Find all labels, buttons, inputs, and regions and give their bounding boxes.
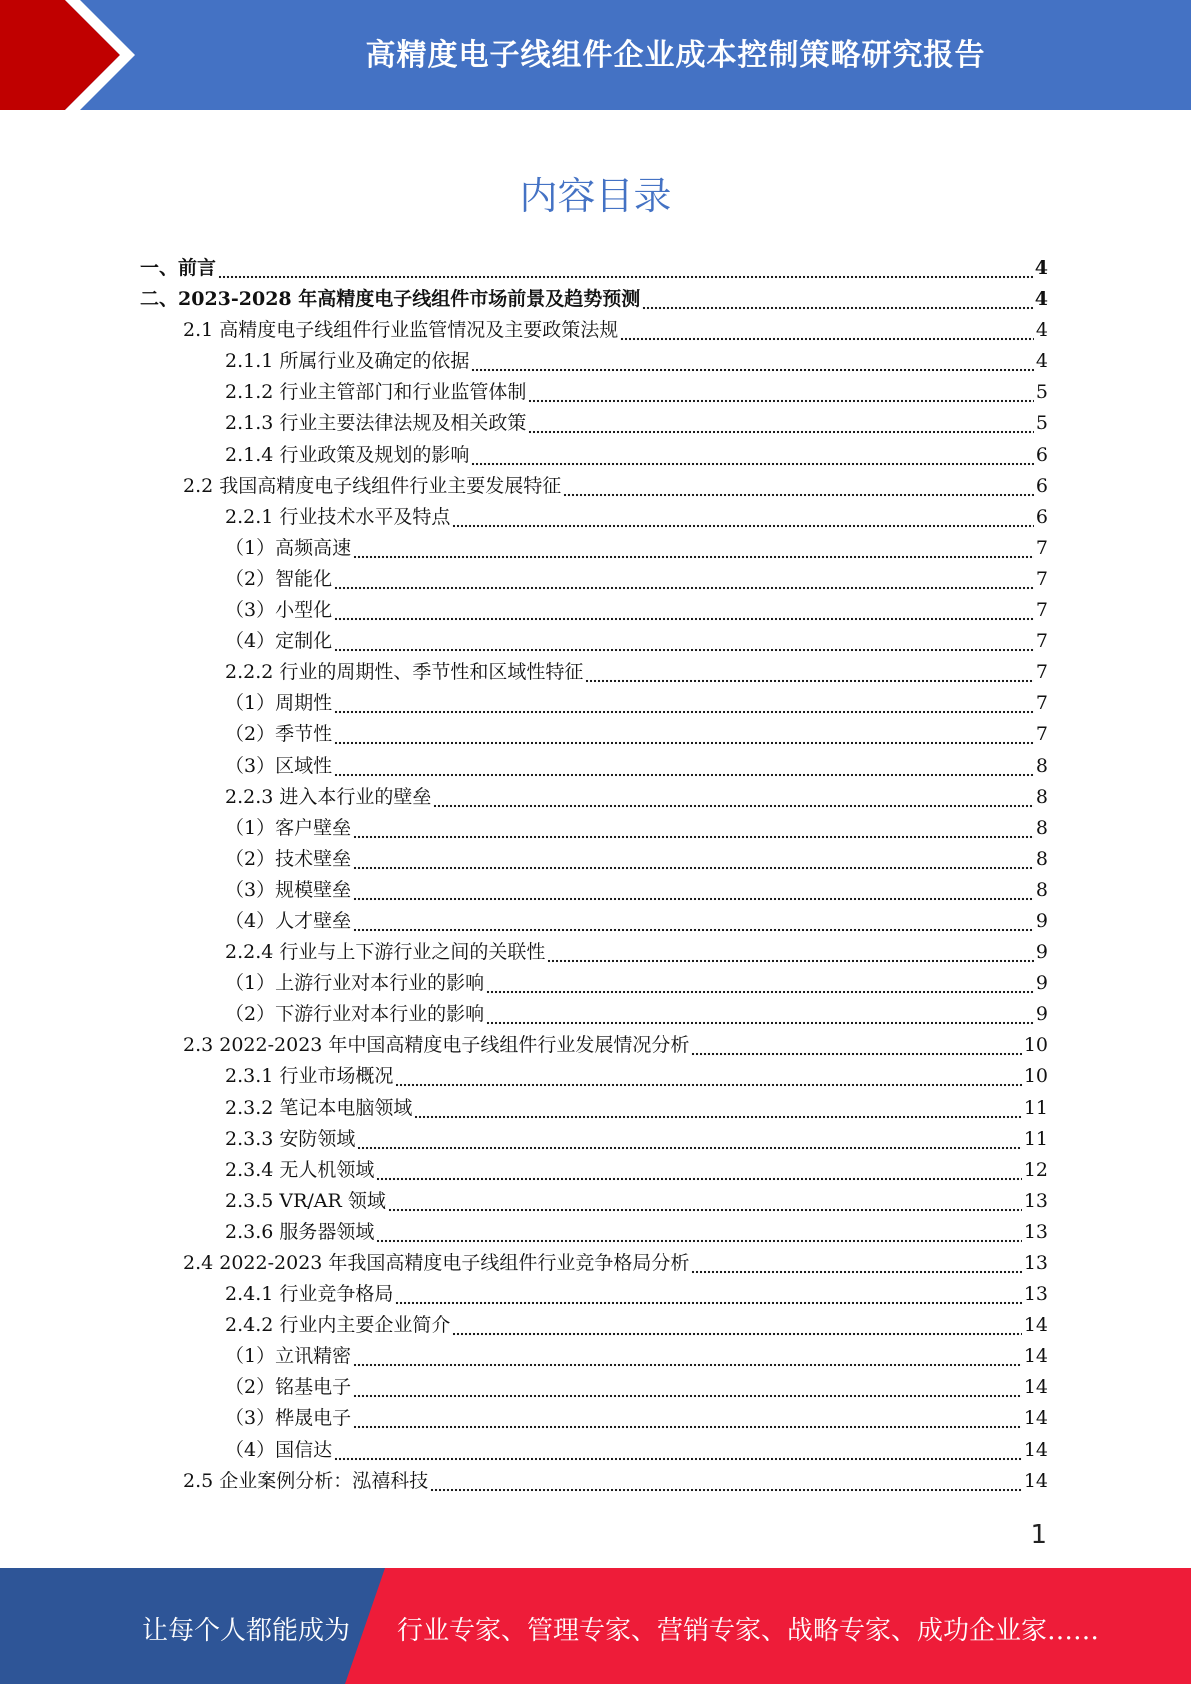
- toc-entry-label: （3）小型化: [225, 599, 333, 622]
- toc-entry[interactable]: [140, 564, 1048, 595]
- toc-entry[interactable]: [140, 408, 1048, 439]
- toc-entry-page: 8: [1035, 878, 1048, 901]
- toc-leader-dots: [414, 1093, 1021, 1124]
- toc-entry[interactable]: [140, 253, 1048, 284]
- toc-entry[interactable]: [140, 906, 1048, 937]
- toc-entry-label: 2.2.1 行业技术水平及特点: [225, 505, 451, 528]
- header-bar: [0, 0, 1191, 110]
- toc-leader-dots: [395, 1279, 1021, 1310]
- toc-entry-label: 2.1 高精度电子线组件行业监管情况及主要政策法规: [183, 319, 619, 342]
- toc-entry-page: 9: [1035, 909, 1048, 932]
- toc-entry-page: 14: [1023, 1314, 1048, 1337]
- toc-entry-page: 8: [1035, 847, 1048, 870]
- toc-leader-dots: [353, 844, 1034, 875]
- toc-entry[interactable]: [140, 1279, 1048, 1310]
- toc-entry-page: 7: [1035, 630, 1048, 653]
- toc-entry-label: 2.2.2 行业的周期性、季节性和区域性特征: [225, 661, 584, 684]
- footer-slogan-right: 行业专家、管理专家、营销专家、战略专家、成功企业家……: [397, 1616, 1100, 1646]
- toc-entry-page: 6: [1035, 505, 1048, 528]
- toc-entry-page: 14: [1023, 1438, 1048, 1461]
- toc-leader-dots: [376, 1155, 1021, 1186]
- toc-entry-page: 6: [1035, 474, 1048, 497]
- toc-heading: 内容目录: [519, 174, 672, 218]
- toc-leader-dots: [452, 502, 1034, 533]
- toc-entry[interactable]: [140, 688, 1048, 719]
- toc-entry[interactable]: [140, 440, 1048, 471]
- toc-entry-label: 2.3.5 VR/AR 领域: [225, 1189, 386, 1212]
- toc-entry-page: 7: [1035, 599, 1048, 622]
- toc-entry[interactable]: [140, 1403, 1048, 1434]
- footer-slogan-left: 让每个人都能成为: [142, 1616, 351, 1646]
- footer-banner: [0, 1568, 1191, 1684]
- toc-entry-label: （1）高频高速: [225, 536, 352, 559]
- toc-entry[interactable]: [140, 1061, 1048, 1092]
- toc-entry-label: （2）季节性: [225, 723, 333, 746]
- toc-entry-page: 4: [1035, 350, 1048, 373]
- table-of-contents: [140, 253, 1048, 1497]
- toc-leader-dots: [334, 751, 1034, 782]
- toc-entry-label: 2.3 2022-2023 年中国高精度电子线组件行业发展情况分析: [183, 1034, 690, 1057]
- toc-entry[interactable]: [140, 782, 1048, 813]
- toc-entry-label: （3）区域性: [225, 754, 333, 777]
- toc-entry-page: 14: [1023, 1345, 1048, 1368]
- toc-entry-label: 2.2.4 行业与上下游行业之间的关联性: [225, 941, 546, 964]
- toc-entry[interactable]: [140, 1372, 1048, 1403]
- toc-entry-label: 2.1.2 行业主管部门和行业监管体制: [225, 381, 527, 404]
- toc-entry-page: 4: [1034, 288, 1048, 311]
- toc-entry[interactable]: [140, 346, 1048, 377]
- toc-leader-dots: [334, 564, 1034, 595]
- toc-entry[interactable]: [140, 284, 1048, 315]
- toc-entry-page: 7: [1035, 567, 1048, 590]
- toc-entry-page: 7: [1035, 723, 1048, 746]
- toc-entry[interactable]: [140, 937, 1048, 968]
- toc-entry[interactable]: [140, 844, 1048, 875]
- toc-entry-page: 4: [1034, 257, 1048, 279]
- toc-entry[interactable]: [140, 657, 1048, 688]
- toc-leader-dots: [642, 284, 1033, 315]
- toc-entry-label: （4）定制化: [225, 630, 333, 653]
- toc-entry-page: 7: [1035, 692, 1048, 715]
- toc-leader-dots: [334, 719, 1034, 750]
- toc-entry-label: 2.2.3 进入本行业的壁垒: [225, 785, 432, 808]
- toc-entry-page: 5: [1035, 412, 1048, 435]
- toc-leader-dots: [452, 1310, 1021, 1341]
- toc-entry[interactable]: [140, 315, 1048, 346]
- toc-entry[interactable]: [140, 999, 1048, 1030]
- toc-entry[interactable]: [140, 875, 1048, 906]
- toc-entry-label: （2）智能化: [225, 567, 333, 590]
- toc-entry[interactable]: [140, 1466, 1048, 1497]
- toc-leader-dots: [353, 813, 1034, 844]
- toc-leader-dots: [353, 1403, 1022, 1434]
- toc-entry[interactable]: [140, 471, 1048, 502]
- toc-entry-label: （4）人才壁垒: [225, 909, 352, 932]
- report-title: 高精度电子线组件企业成本控制策略研究报告: [365, 38, 986, 73]
- toc-entry-label: （1）立讯精密: [225, 1345, 352, 1368]
- toc-entry-page: 14: [1023, 1469, 1048, 1492]
- toc-entry-page: 8: [1035, 816, 1048, 839]
- toc-leader-dots: [353, 1341, 1022, 1372]
- toc-entry[interactable]: [140, 968, 1048, 999]
- toc-entry-page: 9: [1035, 1003, 1048, 1026]
- toc-entry-page: 11: [1023, 1127, 1048, 1150]
- toc-entry-label: （2）铭基电子: [225, 1376, 352, 1399]
- toc-leader-dots: [353, 906, 1034, 937]
- toc-entry-label: （4）国信达: [225, 1438, 333, 1461]
- toc-entry-page: 13: [1023, 1283, 1048, 1306]
- toc-entry[interactable]: [140, 751, 1048, 782]
- toc-leader-dots: [471, 346, 1034, 377]
- toc-leader-dots: [353, 533, 1034, 564]
- toc-entry-label: 2.1.1 所属行业及确定的依据: [225, 350, 470, 373]
- toc-entry-label: 2.3.1 行业市场概况: [225, 1065, 394, 1088]
- toc-entry[interactable]: [140, 1248, 1048, 1279]
- toc-entry-page: 14: [1023, 1376, 1048, 1399]
- toc-entry-label: 2.1.3 行业主要法律法规及相关政策: [225, 412, 527, 435]
- toc-entry[interactable]: [140, 533, 1048, 564]
- toc-leader-dots: [585, 657, 1034, 688]
- toc-leader-dots: [691, 1248, 1021, 1279]
- toc-entry-label: （1）上游行业对本行业的影响: [225, 972, 485, 995]
- toc-entry-page: 8: [1035, 754, 1048, 777]
- page-number: 1: [1030, 1520, 1047, 1550]
- toc-entry-label: 2.4 2022-2023 年我国高精度电子线组件行业竞争格局分析: [183, 1252, 690, 1274]
- toc-entry[interactable]: [140, 502, 1048, 533]
- toc-leader-dots: [334, 626, 1034, 657]
- toc-leader-dots: [218, 253, 1033, 284]
- toc-leader-dots: [353, 875, 1034, 906]
- toc-entry-page: 7: [1035, 536, 1048, 559]
- toc-leader-dots: [691, 1030, 1021, 1061]
- toc-leader-dots: [334, 1435, 1022, 1466]
- toc-leader-dots: [528, 408, 1034, 439]
- toc-entry-label: 2.3.4 无人机领域: [225, 1158, 375, 1181]
- toc-entry-page: 13: [1023, 1220, 1048, 1243]
- toc-entry-label: 2.2 我国高精度电子线组件行业主要发展特征: [183, 474, 562, 497]
- toc-entry[interactable]: [140, 1124, 1048, 1155]
- toc-entry-page: 4: [1035, 319, 1048, 342]
- toc-entry-page: 12: [1023, 1158, 1048, 1181]
- toc-entry-label: 2.5 企业案例分析：泓禧科技: [183, 1469, 429, 1492]
- toc-entry[interactable]: [140, 377, 1048, 408]
- toc-entry-page: 13: [1023, 1252, 1048, 1274]
- header-arrow-icon: [0, 0, 160, 110]
- toc-entry[interactable]: [140, 813, 1048, 844]
- toc-entry-label: （3）桦晟电子: [225, 1407, 352, 1430]
- toc-leader-dots: [357, 1124, 1021, 1155]
- toc-entry-page: 9: [1035, 941, 1048, 964]
- toc-entry-page: 6: [1035, 443, 1048, 466]
- toc-entry[interactable]: [140, 626, 1048, 657]
- toc-entry-page: 14: [1023, 1407, 1048, 1430]
- toc-entry-page: 8: [1035, 785, 1048, 808]
- toc-entry[interactable]: [140, 1435, 1048, 1466]
- toc-leader-dots: [528, 377, 1034, 408]
- toc-leader-dots: [334, 688, 1034, 719]
- toc-entry-label: 二、2023-2028 年高精度电子线组件市场前景及趋势预测: [140, 288, 641, 311]
- toc-leader-dots: [395, 1061, 1021, 1092]
- toc-leader-dots: [430, 1466, 1022, 1497]
- toc-entry-label: 2.1.4 行业政策及规划的影响: [225, 443, 470, 466]
- toc-entry[interactable]: [140, 1310, 1048, 1341]
- toc-entry-label: 2.4.1 行业竞争格局: [225, 1283, 394, 1306]
- toc-entry-page: 5: [1035, 381, 1048, 404]
- toc-entry[interactable]: [140, 1093, 1048, 1124]
- toc-entry-page: 11: [1023, 1096, 1048, 1119]
- toc-entry-page: 7: [1035, 661, 1048, 684]
- toc-entry-label: 2.3.2 笔记本电脑领域: [225, 1096, 413, 1119]
- toc-entry-page: 10: [1023, 1065, 1048, 1088]
- toc-leader-dots: [388, 1186, 1022, 1217]
- toc-entry-label: （2）下游行业对本行业的影响: [225, 1003, 485, 1026]
- toc-leader-dots: [486, 968, 1034, 999]
- toc-entry-label: （2）技术壁垒: [225, 847, 352, 870]
- toc-entry-page: 13: [1023, 1189, 1048, 1212]
- toc-leader-dots: [486, 999, 1034, 1030]
- toc-entry-page: 10: [1023, 1034, 1048, 1057]
- toc-entry-label: 2.3.3 安防领域: [225, 1127, 356, 1150]
- toc-entry[interactable]: [140, 719, 1048, 750]
- toc-leader-dots: [334, 595, 1034, 626]
- toc-entry[interactable]: [140, 1341, 1048, 1372]
- toc-entry[interactable]: [140, 1030, 1048, 1061]
- toc-entry-label: 2.3.6 服务器领域: [225, 1220, 375, 1243]
- toc-entry[interactable]: [140, 1217, 1048, 1248]
- toc-leader-dots: [353, 1372, 1022, 1403]
- toc-entry-label: （1）周期性: [225, 692, 333, 715]
- toc-entry[interactable]: [140, 595, 1048, 626]
- toc-entry[interactable]: [140, 1186, 1048, 1217]
- toc-leader-dots: [471, 440, 1034, 471]
- toc-leader-dots: [547, 937, 1034, 968]
- toc-entry[interactable]: [140, 1155, 1048, 1186]
- toc-entry-page: 9: [1035, 972, 1048, 995]
- toc-entry-label: （3）规模壁垒: [225, 878, 352, 901]
- toc-leader-dots: [563, 471, 1034, 502]
- toc-leader-dots: [620, 315, 1034, 346]
- toc-leader-dots: [376, 1217, 1021, 1248]
- toc-entry-label: 一、前言: [140, 257, 217, 279]
- toc-leader-dots: [433, 782, 1034, 813]
- toc-entry-label: （1）客户壁垒: [225, 816, 352, 839]
- toc-entry-label: 2.4.2 行业内主要企业简介: [225, 1314, 451, 1337]
